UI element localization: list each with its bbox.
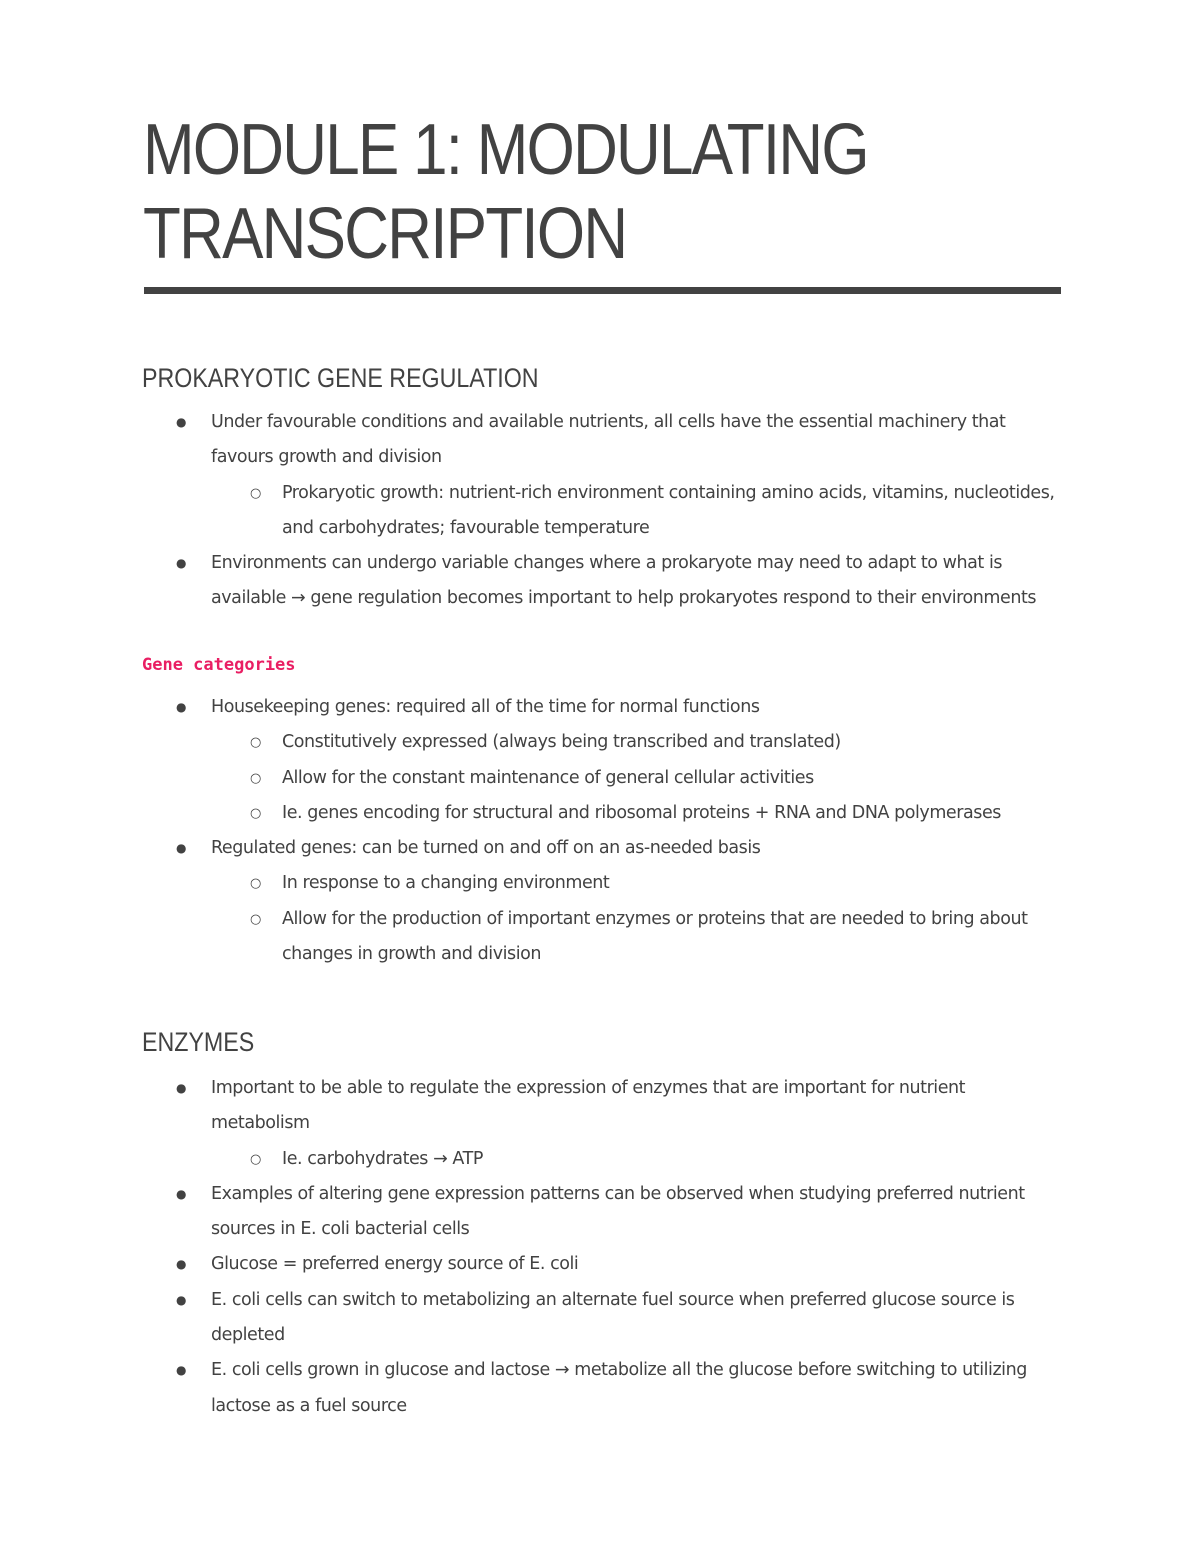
sub-list-item-text: Allow for the production of important enzymes or proteins that are needed to bring about changes in growth and division: [282, 908, 1028, 965]
list-item-text: Regulated genes: can be turned on and off on an as-needed basis: [211, 838, 761, 859]
list-item-text: Environments can undergo variable changes where a prokaryote may need to adapt to what is available → gene regulation becomes important to help prokaryotes respond to their environments: [211, 553, 1037, 609]
page-title-line-1: MODULE 1: MODULATING: [143, 110, 868, 190]
list-item: [0, 1353, 1061, 1424]
sub-bullet-icon: ○: [250, 485, 261, 501]
prokaryotic-list: [0, 405, 1200, 617]
sub-list-item-text: Ie. genes encoding for structural and ribosomal proteins + RNA and DNA polymerases: [282, 802, 1001, 823]
list-item-text: Housekeeping genes: required all of the time for normal functions: [211, 697, 760, 717]
title-divider: [144, 287, 1061, 294]
list-item-text: E. coli cells grown in glucose and lactose → metabolize all the glucose before switching to utilizing lactose as a fuel source: [211, 1360, 1027, 1416]
bullet-icon: ●: [176, 841, 187, 856]
sub-list-item: [0, 1142, 1062, 1177]
sub-list-item-text: Allow for the constant maintenance of general cellular activities: [282, 767, 814, 788]
bullet-icon: ●: [176, 415, 187, 429]
sub-bullet-icon: ○: [250, 735, 261, 751]
list-item-text: Important to be able to regulate the expression of enzymes that are important for nutrient metabolism: [211, 1078, 966, 1134]
list-item: [0, 1283, 1061, 1354]
gene-categories-list: [0, 690, 1200, 972]
list-item: [0, 831, 1061, 866]
list-item: [0, 546, 1061, 617]
section-heading-prokaryotic: PROKARYOTIC GENE REGULATION: [142, 363, 539, 393]
list-item: [0, 1247, 1061, 1282]
sub-list-item-text: In response to a changing environment: [282, 873, 610, 894]
list-item-text: Glucose = preferred energy source of E. coli: [211, 1254, 579, 1275]
list-item: [0, 1177, 1061, 1248]
sub-list-item-text: Ie. carbohydrates → ATP: [282, 1148, 483, 1169]
sub-list-item: [0, 476, 1062, 547]
bullet-icon: ●: [176, 1292, 187, 1307]
sub-bullet-icon: ○: [250, 911, 261, 927]
bullet-icon: ●: [176, 1363, 187, 1378]
bullet-icon: ●: [176, 556, 187, 571]
list-item: [0, 1071, 1061, 1142]
list-item-text: Examples of altering gene expression patterns can be observed when studying preferred nutrient sources in E. coli bacterial cells: [211, 1183, 1025, 1240]
enzymes-list: [0, 1071, 1200, 1424]
sub-list-item: [0, 725, 1062, 760]
sub-list-item-text: Constitutively expressed (always being transcribed and translated): [282, 732, 841, 753]
sub-bullet-icon: ○: [250, 770, 261, 786]
bullet-icon: ●: [176, 1186, 187, 1201]
bullet-icon: ●: [176, 1081, 187, 1095]
list-item: [0, 405, 1061, 476]
list-item-text: Under favourable conditions and available nutrients, all cells have the essential machinery that favours growth and division: [211, 412, 1006, 468]
subsection-heading-gene-categories: Gene categories: [142, 655, 296, 675]
page-title-line-2: TRANSCRIPTION: [143, 194, 627, 274]
section-heading-enzymes: ENZYMES: [142, 1027, 255, 1057]
sub-list-item: [0, 902, 1062, 973]
sub-list-item-text: Prokaryotic growth: nutrient-rich environment containing amino acids, vitamins, nucleotides, and carbohydrates; favourable temperature: [282, 482, 1055, 538]
sub-bullet-icon: ○: [250, 1151, 261, 1167]
bullet-icon: ●: [176, 1257, 187, 1272]
list-item-text: E. coli cells can switch to metabolizing an alternate fuel source when preferred glucose source is depleted: [211, 1289, 1015, 1346]
sub-list-item: [0, 796, 1062, 831]
list-item: [0, 690, 1061, 725]
bullet-icon: ●: [176, 700, 187, 714]
page-title: [143, 108, 917, 276]
sub-list-item: [0, 761, 1062, 796]
sub-list-item: [0, 866, 1062, 901]
sub-bullet-icon: ○: [250, 805, 261, 821]
sub-bullet-icon: ○: [250, 876, 261, 892]
